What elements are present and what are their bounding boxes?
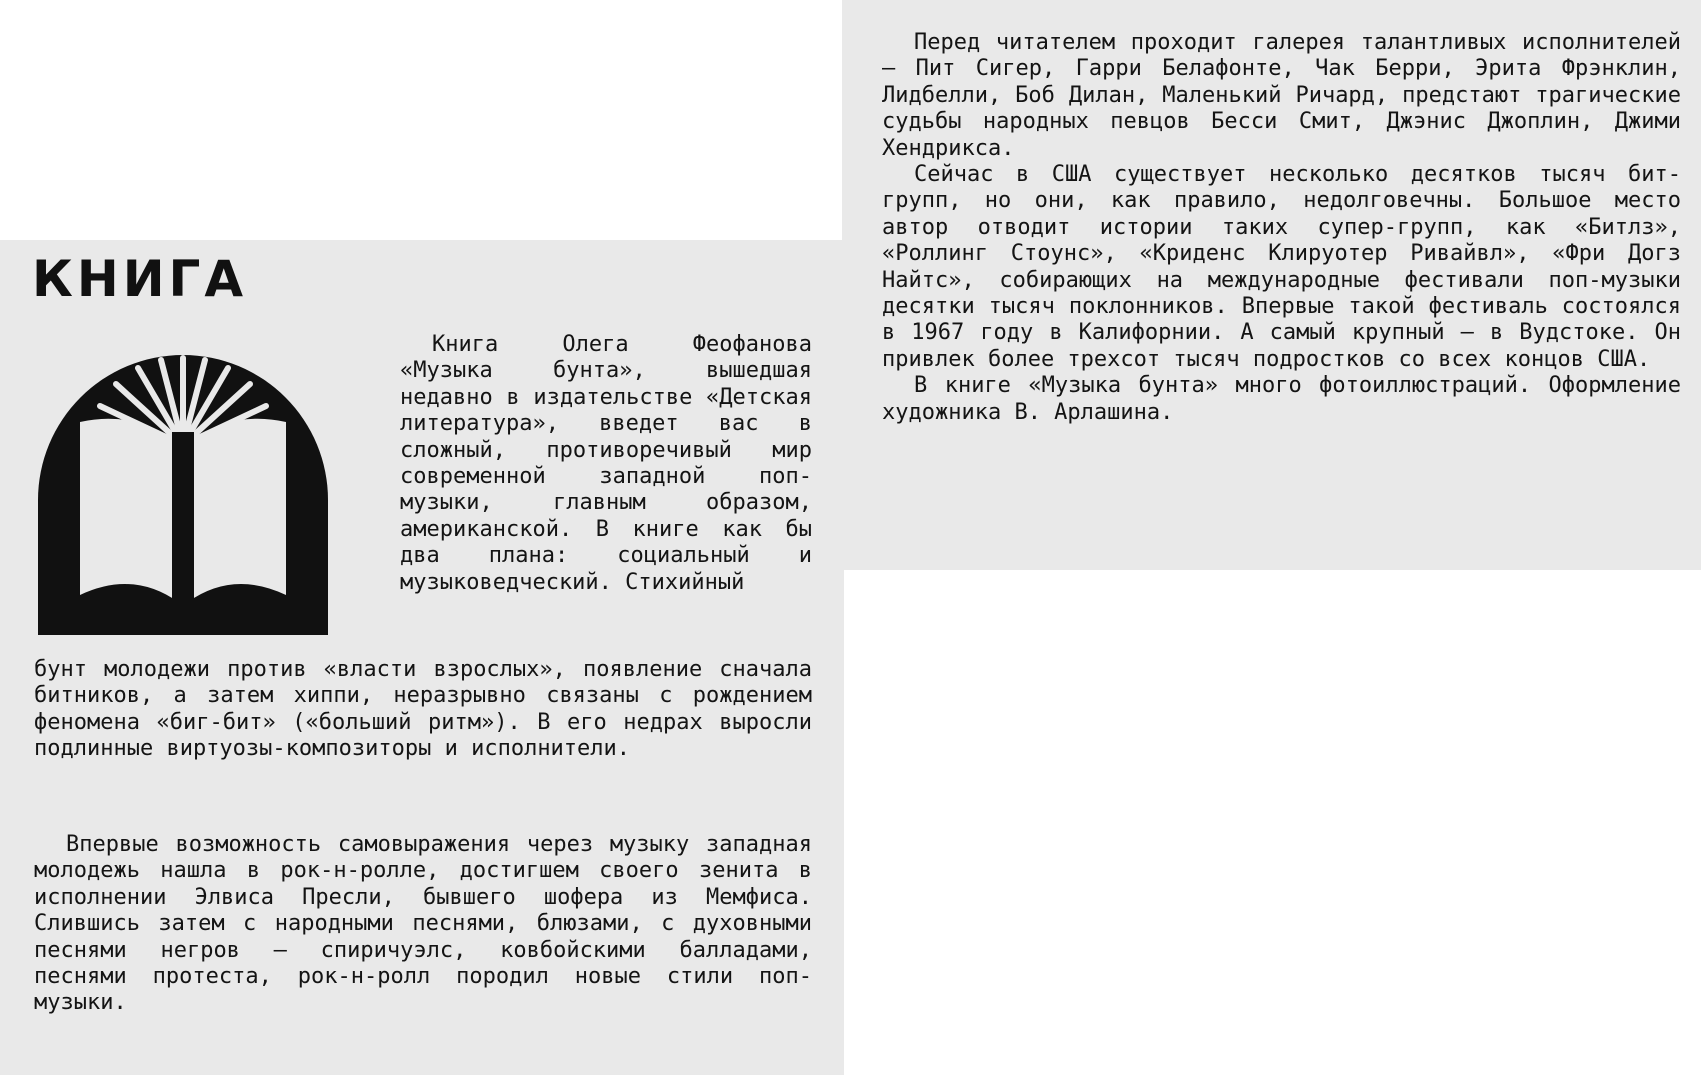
right-paragraph-3: В книге «Музыка бунта» много фотоиллюстраций. Оформление художника В. Арлашина. xyxy=(882,373,1681,425)
section-heading: КНИГА xyxy=(32,250,248,308)
intro-paragraph-continued: бунт молодежи против «власти взрослых», появление сначала битников, а затем хиппи, неразрывно связаны с рождением феномена «биг-бит» («больший ритм»). В его недрах выросли подлинные виртуозы-композиторы и исполнители. xyxy=(34,657,812,762)
intro-paragraph: Книга Олега Феофанова «Музыка бунта», вышедшая недавно в издательстве «Детская литература», введет вас в сложный, противоречивый мир современной западной поп-музыки, главным образом, американской. В книге как бы два плана: социальный и музыковедческий. Стихийный xyxy=(400,332,812,595)
open-book-sunburst-icon xyxy=(38,340,328,635)
right-paragraph-1: Перед читателем проходит галерея талантливых исполнителей — Пит Сигер, Гарри Белафонте, Чак Берри, Эрита Фрэнклин, Лидбелли, Боб Дилан, Маленький Ричард, предстают трагические судьбы народных певцов Бесси Смит, Джэнис Джоплин, Джими Хендрикса. xyxy=(882,30,1681,161)
right-paragraph-2: Сейчас в США существует несколько десятков тысяч бит-групп, но они, как правило, недолговечны. Большое место автор отводит истории таких супер-групп, как «Битлз», «Роллинг Стоунс», «Криденс Клируотер Ривайвл», «Фри Догз Найтс», собирающих на международные фестивали поп-музыки десятки тысяч поклонников. Впервые такой фестиваль состоялся в 1967 году в Калифорнии. А самый крупный — в Вудстоке. Он привлек более трехсот тысяч подростков со всех концов США. xyxy=(882,162,1681,372)
left-paragraph-2: Впервые возможность самовыражения через музыку западная молодежь нашла в рок-н-ролле, достигшем своего зенита в исполнении Элвиса Пресли, бывшего шофера из Мемфиса. Слившись затем с народными песнями, блюзами, с духовными песнями негров — спиричуэлс, ковбойскими балладами, песнями протеста, рок-н-ролл породил новые стили поп-музыки. xyxy=(34,832,812,1016)
right-clipping xyxy=(842,0,1701,570)
